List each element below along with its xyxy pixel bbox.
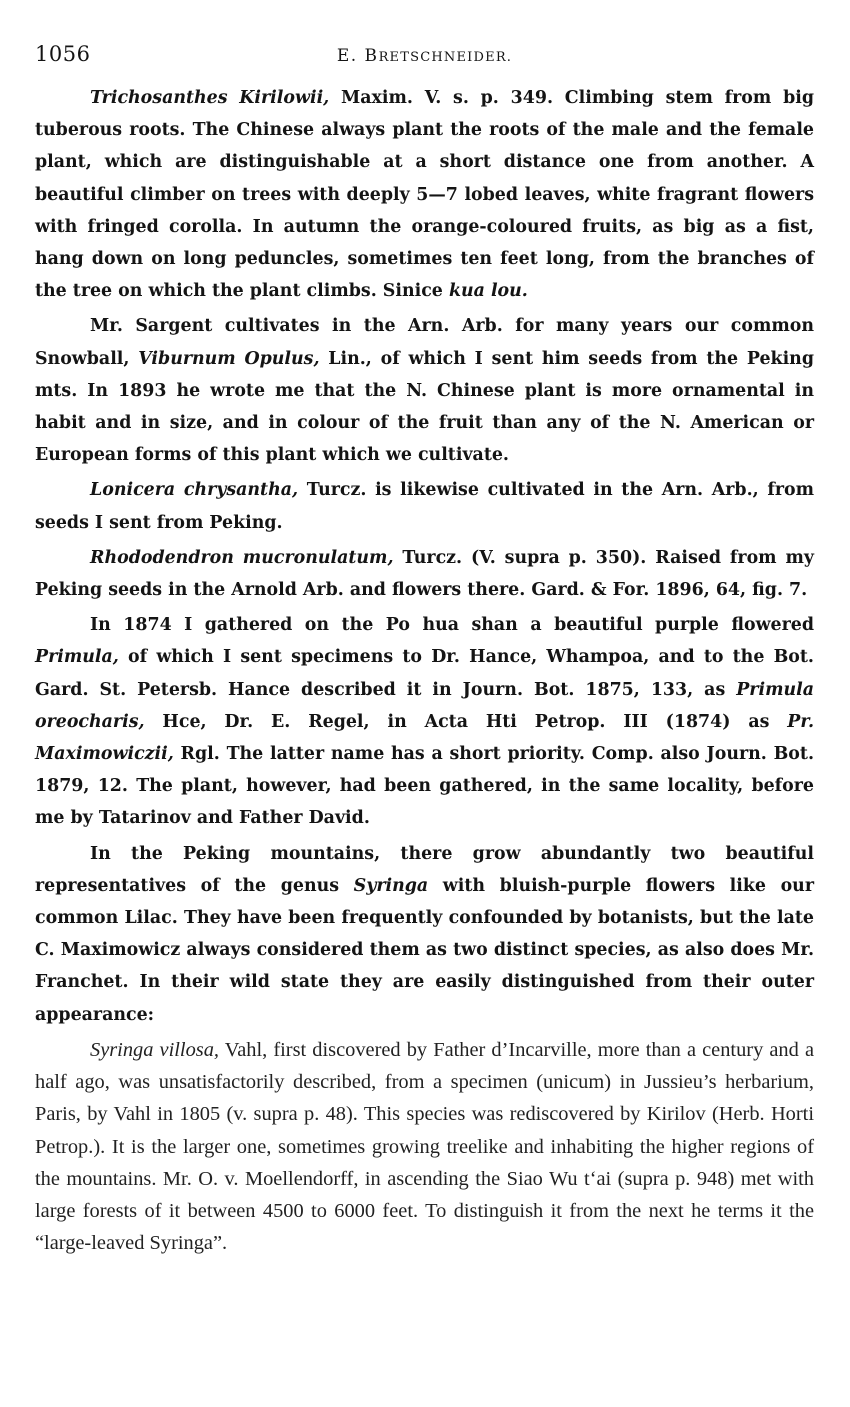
paragraph-viburnum: Mr. Sargent cultivates in the Arn. Arb. for many years our common Snowball, Viburnum Opulus, Lin., of which I sent him seeds from the Peking mts. In 1893 he wrote me that the N. Chinese plant is more ornamental in habit and in size, and in colour of the fruit than any of the N. American or European forms of this plant which we cultivate.	[35, 316, 814, 466]
species-name: Syringa villosa,	[90, 1038, 220, 1061]
species-name: Viburnum Opulus,	[138, 348, 320, 369]
genus-name: Syringa	[353, 875, 429, 896]
chinese-name: kua lou.	[448, 281, 528, 302]
paragraph-lonicera: Lonicera chrysantha, Turcz. is likewise cultivated in the Arn. Arb., from seeds I sent from Peking.	[35, 480, 814, 533]
species-name: Pr. Maximowiczii,	[35, 711, 814, 765]
page	[35, 42, 814, 1261]
running-head-initial: E. B	[336, 46, 379, 66]
paragraph-primula: In 1874 I gathered on the Po hua shan a beautiful purple flowered Primula, of which I sent specimens to Dr. Hance, Whampoa, and to the Bot. Gard. St. Petersb. Hance described it in Journ. Bot. 1875, 133, as Primula oreocharis, Hce, Dr. E. Regel, in Acta Hti Petrop. III (1874) as Pr. Maximowiczii, Rgl. The latter name has a short priority. Comp. also Journ. Bot. 1879, 12. The plant, however, had been gathered, in the same locality, before me by Tatarinov and Father David.	[35, 615, 814, 829]
bold-text-block	[35, 82, 814, 1031]
species-name: Primula,	[35, 647, 119, 668]
species-name: Trichosanthes Kirilowii,	[90, 88, 330, 108]
light-text-block	[35, 1034, 814, 1259]
species-name: Lonicera chrysantha,	[90, 480, 299, 501]
paragraph-syringa-intro: In the Peking mountains, there grow abundantly two beautiful representatives of the genus Syringa with bluish-purple flowers like our common Lilac. They have been frequently confounded by botanists, but the late C. Maximowicz always considered them as two distinct species, as also does Mr. Franchet. In their wild state they are easily distinguished from their outer appearance:	[35, 843, 814, 1025]
species-name: Rhododendron mucronulatum,	[90, 547, 394, 568]
page-number: 1056	[35, 42, 91, 66]
running-head	[35, 46, 814, 66]
paragraph-syringa-villosa: Syringa villosa, Vahl, first discovered by Father d’Incarville, more than a century and a half ago, was unsatisfactorily described, from a specimen (unicum) in Jussieu’s herbarium, Paris, by Vahl in 1805 (v. supra p. 48). This species was rediscovered by Kirilov (Herb. Horti Petrop.). It is the larger one, sometimes growing treelike and inhabiting the higher regions of the mountains. Mr. O. v. Moellendorff, in ascending the Siao Wu t‘ai (supra p. 948) met with large forests of it between 4500 to 6000 feet. To distinguish it from the next he terms it the “large-leaved Syringa”.	[35, 1038, 814, 1255]
running-head-smallcaps: RETSCHNEIDER.	[378, 50, 513, 65]
paragraph-trichosanthes: Trichosanthes Kirilowii, Maxim. V. s. p. 349. Climbing stem from big tuberous roots. The Chinese always plant the roots of the male and the female plant, which are distinguishable at a short distance one from another. A beautiful climber on trees with deeply 5—7 lobed leaves, white fragrant flowers with fringed corolla. In autumn the orange-coloured fruits, as big as a fist, hang down on long peduncles, sometimes ten feet long, from the branches of the tree on which the plant climbs. Sinice kua lou.	[35, 88, 815, 302]
species-name: Primula oreocharis,	[35, 679, 814, 732]
page-header	[35, 42, 814, 82]
paragraph-rhododendron: Rhododendron mucronulatum, Turcz. (V. supra p. 350). Raised from my Peking seeds in the Arnold Arb. and flowers there. Gard. & For. 1896, 64, fig. 7.	[35, 547, 814, 601]
